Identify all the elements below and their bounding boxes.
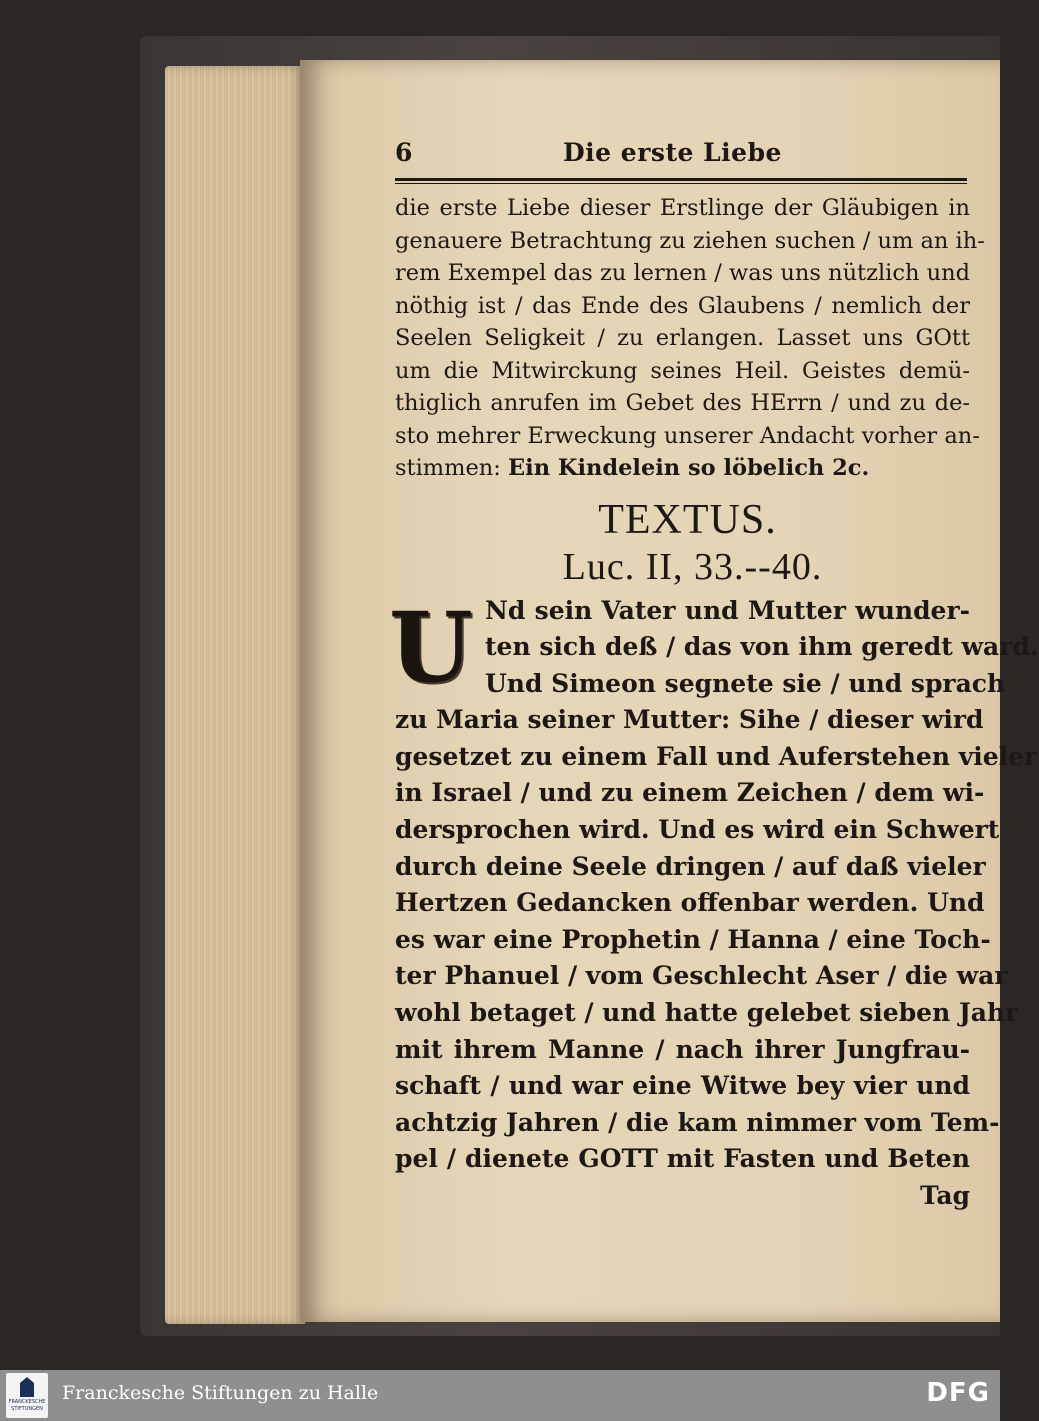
paragraph-line: thiglich anrufen im Gebet des HErrn / und zu de- [395, 390, 970, 416]
dfg-logo[interactable]: DFG [926, 1378, 990, 1408]
logo-caption [7, 1399, 47, 1413]
scripture-line: dersprochen wird. Und es wird ein Schwert [395, 815, 1000, 845]
catchword: Tag [920, 1181, 970, 1210]
paragraph-last-line [395, 452, 970, 485]
scripture-text [389, 590, 1039, 1215]
paragraph-line: um die Mitwirckung seines Heil. Geistes demü- [395, 357, 970, 384]
header-rule [395, 178, 967, 184]
intro-paragraph [395, 192, 985, 485]
paragraph-line: genauere Betrachtung zu ziehen suchen / um an ih- [395, 227, 985, 254]
hymn-title: Ein Kindelein so löbelich 2c. [508, 455, 870, 481]
running-title: Die erste Liebe [563, 138, 782, 167]
scripture-line: schaft / und war eine Witwe bey vier und [395, 1071, 970, 1101]
drop-cap-initial: U [389, 590, 473, 704]
logo-caption-line: FRANCKESCHE [8, 1399, 46, 1405]
scripture-line: durch deine Seele dringen / auf daß vieler [395, 851, 986, 881]
scripture-line: in Israel / und zu einem Zeichen / dem wi- [395, 778, 985, 808]
page-number: 6 [395, 138, 413, 167]
running-head [395, 138, 970, 174]
scripture-line: Nd sein Vater und Mutter wunder- [485, 595, 970, 625]
paragraph-line: nöthig ist / das Ende des Glaubens / nemlich der [395, 292, 970, 319]
scripture-line: pel / dienete GOTT mit Fasten und Beten [395, 1144, 970, 1174]
page-edges [165, 66, 305, 1324]
scripture-line: wohl betaget / und hatte gelebet sieben Jahr [395, 998, 1019, 1028]
paragraph-line: Seelen Seligkeit / zu erlangen. Lasset uns GOtt [395, 325, 970, 351]
paragraph-last-line-start: stimmen: [395, 455, 508, 481]
scripture-line: zu Maria seiner Mutter: Sihe / dieser wird [395, 705, 984, 735]
scripture-reference: Luc. II, 33.--40. [562, 545, 823, 588]
logo-caption-line: STIFTUNGEN [11, 1406, 43, 1412]
scripture-line: Hertzen Gedancken offenbar werden. Und [395, 888, 985, 918]
page-content [389, 138, 1039, 1215]
scripture-line: es war eine Prophetin / Hanna / eine Toch- [395, 924, 991, 954]
scripture-line: mit ihrem Manne / nach ihrer Jungfrau- [395, 1034, 970, 1064]
paragraph-line: rem Exempel das zu lernen / was uns nützlich und [395, 260, 970, 286]
building-icon [20, 1377, 34, 1397]
scripture-line: ten sich deß / das von ihm geredt ward. [485, 632, 1039, 662]
paragraph-line: sto mehrer Erweckung unserer Andacht vorher an- [395, 422, 980, 449]
paragraph-line: die erste Liebe dieser Erstlinge der Gläubigen in [395, 195, 970, 221]
institution-logo[interactable] [6, 1373, 48, 1418]
footer-bar [0, 1370, 1000, 1421]
book-page [300, 60, 1039, 1322]
scripture-line: gesetzet zu einem Fall und Auferstehen vieler [395, 741, 1038, 771]
textus-heading: TEXTUS. [598, 496, 777, 543]
scripture-line: achtzig Jahren / die kam nimmer vom Tem- [395, 1107, 1000, 1137]
scripture-line: Und Simeon segnete sie / und sprach [485, 668, 1006, 698]
institution-name[interactable]: Franckesche Stiftungen zu Halle [62, 1382, 379, 1404]
scripture-line: ter Phanuel / vom Geschlecht Aser / die war [395, 961, 1008, 991]
